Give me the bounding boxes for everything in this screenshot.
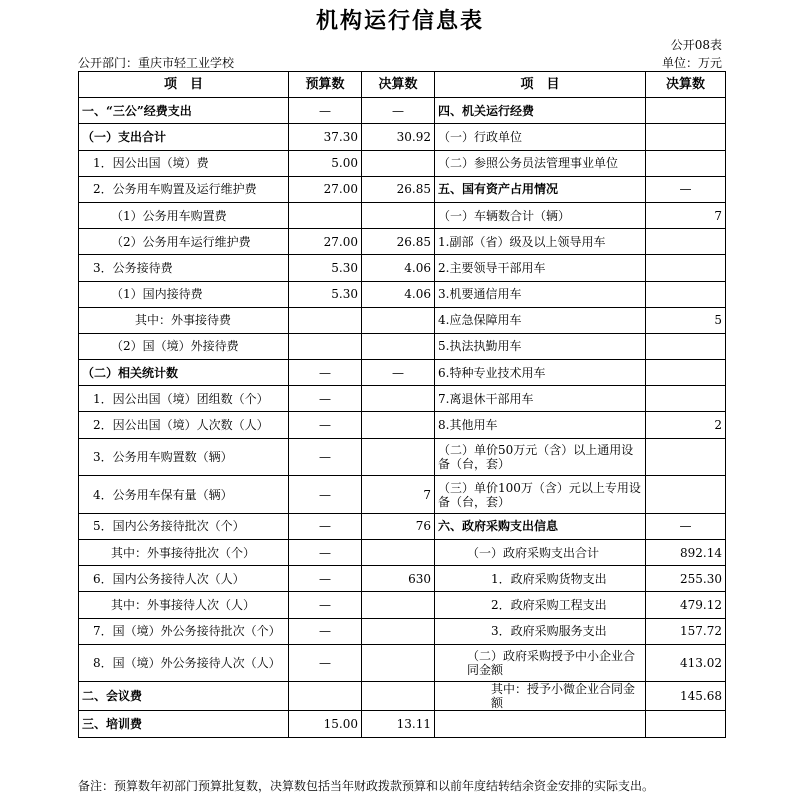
table-row	[79, 202, 726, 228]
table-row	[79, 476, 726, 514]
item-right-cell: （一）行政单位	[435, 124, 646, 150]
table-row	[79, 592, 726, 618]
final-cell-left	[362, 386, 435, 412]
final-cell-right: 2	[646, 412, 726, 438]
item-left-cell: （2）国（境）外接待费	[79, 333, 289, 359]
final-cell-right: 413.02	[646, 644, 726, 682]
budget-cell: —	[289, 618, 362, 644]
item-left-cell: 其中：外事接待费	[79, 307, 289, 333]
table-row	[79, 513, 726, 539]
final-cell-right	[646, 229, 726, 255]
final-cell-right: 479.12	[646, 592, 726, 618]
final-cell-left: 13.11	[362, 711, 435, 737]
budget-cell: 27.00	[289, 176, 362, 202]
final-cell-right	[646, 150, 726, 176]
final-cell-right: —	[646, 176, 726, 202]
item-left-cell: 3．公务用车购置数（辆）	[79, 438, 289, 476]
table-row	[79, 540, 726, 566]
item-left-cell: （1）国内接待费	[79, 281, 289, 307]
item-left-cell: 4．公务用车保有量（辆）	[79, 476, 289, 514]
item-left-cell: 2．公务用车购置及运行维护费	[79, 176, 289, 202]
final-cell-right	[646, 438, 726, 476]
table-row	[79, 644, 726, 682]
table-row	[79, 682, 726, 711]
table-row	[79, 412, 726, 438]
header-budget: 预算数	[289, 72, 362, 98]
final-cell-right	[646, 386, 726, 412]
table-row	[79, 618, 726, 644]
item-right-cell: （二）政府采购授予中小企业合同金额	[435, 644, 646, 682]
item-left-cell: 6．国内公务接待人次（人）	[79, 566, 289, 592]
final-cell-left	[362, 618, 435, 644]
item-right-cell	[435, 711, 646, 737]
final-cell-right: 892.14	[646, 540, 726, 566]
final-cell-left: —	[362, 360, 435, 386]
table-row	[79, 98, 726, 124]
budget-cell: —	[289, 513, 362, 539]
budget-cell	[289, 333, 362, 359]
item-left-cell: 1．因公出国（境）团组数（个）	[79, 386, 289, 412]
item-right-cell: 其中：授予小微企业合同金额	[435, 682, 646, 711]
budget-cell: —	[289, 360, 362, 386]
item-left-cell: 8．国（境）外公务接待人次（人）	[79, 644, 289, 682]
budget-cell: 5.30	[289, 281, 362, 307]
item-right-cell: 6.特种专业技术用车	[435, 360, 646, 386]
final-cell-left: 26.85	[362, 176, 435, 202]
table-row	[79, 176, 726, 202]
item-right-cell: 1．政府采购货物支出	[435, 566, 646, 592]
item-left-cell: （二）相关统计数	[79, 360, 289, 386]
final-cell-right: 255.30	[646, 566, 726, 592]
budget-cell: —	[289, 540, 362, 566]
page-title: 机构运行信息表	[315, 8, 484, 34]
table-row	[79, 124, 726, 150]
final-cell-left	[362, 438, 435, 476]
final-cell-right	[646, 255, 726, 281]
item-left-cell: 7．国（境）外公务接待批次（个）	[79, 618, 289, 644]
final-cell-left	[362, 644, 435, 682]
header-final-left: 决算数	[362, 72, 435, 98]
item-left-cell: 2．因公出国（境）人次数（人）	[79, 412, 289, 438]
item-right-cell: 1.副部（省）级及以上领导用车	[435, 229, 646, 255]
item-left-cell: 一、“三公”经费支出	[79, 98, 289, 124]
final-cell-left	[362, 307, 435, 333]
final-cell-left: 30.92	[362, 124, 435, 150]
budget-cell: 27.00	[289, 229, 362, 255]
table-row	[79, 333, 726, 359]
item-right-cell: 3.机要通信用车	[435, 281, 646, 307]
final-cell-right	[646, 124, 726, 150]
item-right-cell: （二）参照公务员法管理事业单位	[435, 150, 646, 176]
final-cell-right: 145.68	[646, 682, 726, 711]
final-cell-right: 157.72	[646, 618, 726, 644]
budget-cell	[289, 202, 362, 228]
item-right-cell: （三）单价100万（含）元以上专用设备（台，套）	[435, 476, 646, 514]
final-cell-right	[646, 360, 726, 386]
final-cell-left: 4.06	[362, 255, 435, 281]
final-cell-right	[646, 98, 726, 124]
header-final-right: 决算数	[646, 72, 726, 98]
final-cell-right: 5	[646, 307, 726, 333]
footnote: 备注：预算数年初部门预算批复数，决算数包括当年财政拨款预算和以前年度结转结余资金安排的实际支出。	[78, 779, 655, 793]
final-cell-right	[646, 281, 726, 307]
item-right-cell: 五、国有资产占用情况	[435, 176, 646, 202]
item-left-cell: 其中：外事接待批次（个）	[79, 540, 289, 566]
operations-info-table	[78, 71, 726, 738]
item-right-cell: 8.其他用车	[435, 412, 646, 438]
item-right-cell: 7.离退休干部用车	[435, 386, 646, 412]
table-row	[79, 307, 726, 333]
item-left-cell: （一）支出合计	[79, 124, 289, 150]
item-left-cell: （2）公务用车运行维护费	[79, 229, 289, 255]
item-right-cell: 四、机关运行经费	[435, 98, 646, 124]
table-header-row	[79, 72, 726, 98]
final-cell-left: —	[362, 98, 435, 124]
budget-cell: —	[289, 386, 362, 412]
final-cell-left	[362, 540, 435, 566]
table-row	[79, 438, 726, 476]
final-cell-left	[362, 412, 435, 438]
item-right-cell: 5.执法执勤用车	[435, 333, 646, 359]
item-left-cell: 3．公务接待费	[79, 255, 289, 281]
budget-cell	[289, 307, 362, 333]
table-row	[79, 360, 726, 386]
budget-cell: 5.30	[289, 255, 362, 281]
item-left-cell: 其中：外事接待人次（人）	[79, 592, 289, 618]
item-left-cell: （1）公务用车购置费	[79, 202, 289, 228]
item-right-cell: 4.应急保障用车	[435, 307, 646, 333]
budget-cell: —	[289, 592, 362, 618]
budget-cell: —	[289, 412, 362, 438]
final-cell-left	[362, 592, 435, 618]
item-right-cell: （二）单价50万元（含）以上通用设备（台，套）	[435, 438, 646, 476]
final-cell-left: 76	[362, 513, 435, 539]
final-cell-left: 7	[362, 476, 435, 514]
budget-cell: —	[289, 98, 362, 124]
table-row	[79, 386, 726, 412]
final-cell-right: 7	[646, 202, 726, 228]
header-item-right: 项 目	[435, 72, 646, 98]
item-left-cell: 三、培训费	[79, 711, 289, 737]
item-right-cell: 2．政府采购工程支出	[435, 592, 646, 618]
final-cell-left: 4.06	[362, 281, 435, 307]
final-cell-right	[646, 476, 726, 514]
final-cell-left	[362, 333, 435, 359]
budget-cell: —	[289, 476, 362, 514]
table-row	[79, 281, 726, 307]
final-cell-left: 630	[362, 566, 435, 592]
budget-cell: —	[289, 566, 362, 592]
final-cell-right	[646, 333, 726, 359]
budget-cell	[289, 682, 362, 711]
item-right-cell: 2.主要领导干部用车	[435, 255, 646, 281]
item-left-cell: 二、会议费	[79, 682, 289, 711]
item-left-cell: 5．国内公务接待批次（个）	[79, 513, 289, 539]
table-row	[79, 566, 726, 592]
budget-cell: 15.00	[289, 711, 362, 737]
form-number: 公开08表	[670, 38, 722, 52]
table-row	[79, 229, 726, 255]
department-label: 公开部门：重庆市轻工业学校	[78, 56, 235, 70]
unit-label: 单位：万元	[661, 56, 722, 70]
final-cell-right	[646, 711, 726, 737]
final-cell-left	[362, 202, 435, 228]
item-right-cell: 六、政府采购支出信息	[435, 513, 646, 539]
final-cell-left	[362, 150, 435, 176]
table-row	[79, 711, 726, 737]
final-cell-left: 26.85	[362, 229, 435, 255]
item-right-cell: （一）政府采购支出合计	[435, 540, 646, 566]
budget-cell: 5.00	[289, 150, 362, 176]
table-row	[79, 150, 726, 176]
final-cell-left	[362, 682, 435, 711]
table-row	[79, 255, 726, 281]
final-cell-right: —	[646, 513, 726, 539]
item-right-cell: 3．政府采购服务支出	[435, 618, 646, 644]
item-left-cell: 1．因公出国（境）费	[79, 150, 289, 176]
header-item-left: 项 目	[79, 72, 289, 98]
budget-cell: —	[289, 438, 362, 476]
item-right-cell: （一）车辆数合计（辆）	[435, 202, 646, 228]
budget-cell: 37.30	[289, 124, 362, 150]
budget-cell: —	[289, 644, 362, 682]
